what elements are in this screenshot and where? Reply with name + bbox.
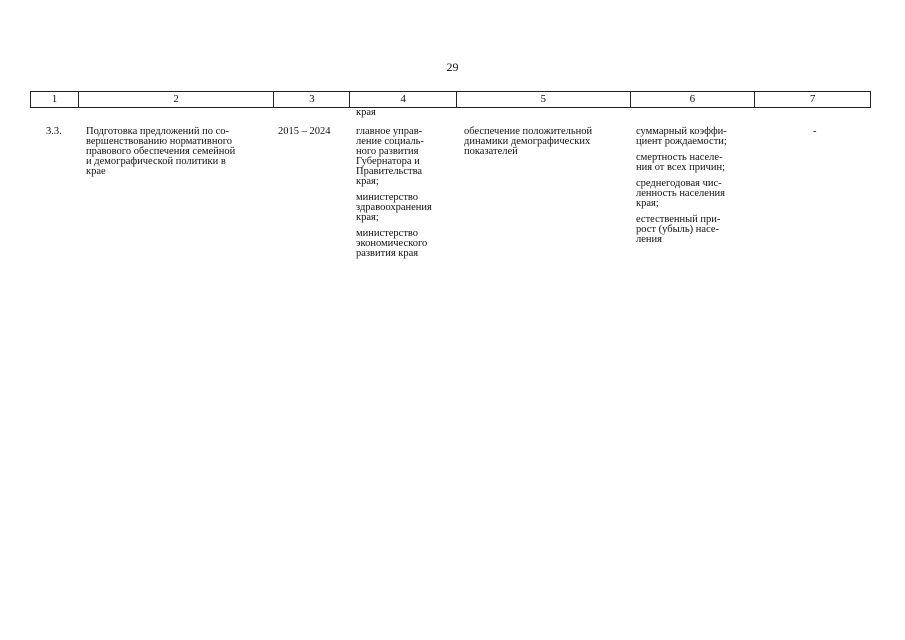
- header-col-5: 5: [457, 92, 631, 107]
- executor-1: главное управ- ление социаль- ного развития Губернатора и Правительства края;: [356, 126, 424, 187]
- executors: [356, 127, 456, 259]
- carryover-text: края: [356, 107, 376, 118]
- indicator-4: естественный при- рост (убыль) насе- ления: [636, 214, 721, 245]
- table-header: [30, 91, 871, 108]
- executor-2: министерство здравоохранения края;: [356, 192, 432, 223]
- header-col-1: 1: [31, 92, 79, 107]
- indicator-1: суммарный коэффи- циент рождаемости;: [636, 126, 727, 147]
- row-number: 3.3.: [46, 126, 62, 137]
- executor-3: министерство экономического развития края: [356, 228, 428, 259]
- implementation-period: 2015 – 2024: [278, 126, 331, 137]
- header-col-6: 6: [631, 92, 756, 107]
- header-col-2: 2: [79, 92, 275, 107]
- measure-description: Подготовка предложений по со- вершенствованию нормативного правового обеспечения семейной и демографической политики в крае: [86, 126, 236, 177]
- header-col-3: 3: [274, 92, 350, 107]
- expected-result: обеспечение положительной динамики демографических показателей: [464, 126, 593, 157]
- header-col-4: 4: [350, 92, 457, 107]
- indicators: [636, 127, 754, 245]
- indicator-2: смертность населе- ния от всех причин;: [636, 152, 726, 173]
- col7-value: -: [813, 126, 817, 137]
- header-col-7: 7: [809, 93, 816, 105]
- indicator-3: среднегодовая чис- ленность населения края;: [636, 178, 726, 209]
- page-number: 29: [446, 60, 459, 74]
